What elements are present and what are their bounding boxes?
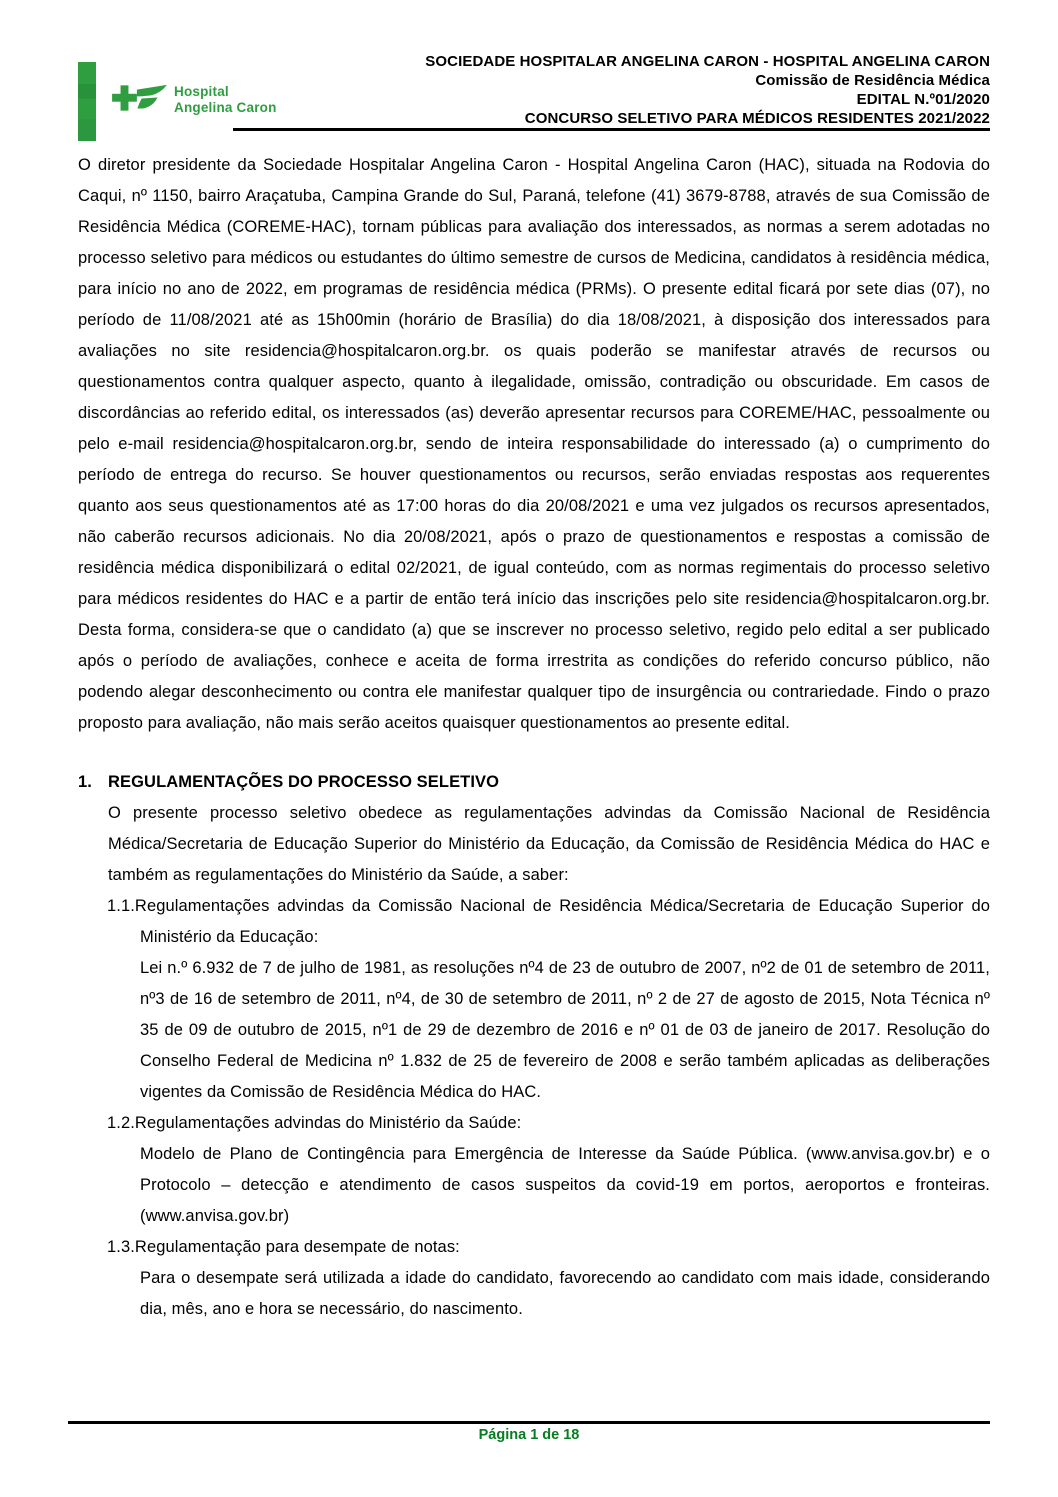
item-1-2-title-text: Regulamentações advindas do Ministério da Saúde: [134,1114,522,1132]
list-item-1-1 [107,891,990,1108]
item-1-2-number: 1.2. [107,1114,135,1132]
committee-subtitle: Comissão de Residência Médica [755,72,990,89]
item-1-1-text: Lei n.º 6.932 de 7 de julho de 1981, as resoluções nº4 de 23 de outubro de 2007, nº2 de 01 de setembro de 2011, nº3 de 16 de setembro de 2011, nº4, de 30 de setembro de 2011, nº 2 de 27 de agosto de 2015, Nota Técnica nº 35 de 09 de outubro de 2015, nº1 de 29 de dezembro de 2016 e nº 01 de 03 de janeiro de 2017. Resolução do Conselho Federal de Medicina nº 1.832 de 25 de fevereiro de 2008 e serão também aplicadas as deliberações vigentes da Comissão de Residência Médica do HAC. [140,959,990,1101]
item-1-1-title-text: Regulamentações advindas da Comissão Nacional de Residência Médica/Secretaria de Educação Superior do Ministério da Educação: [134,897,990,946]
footer-rule [68,1421,990,1424]
item-1-2-title [107,1108,990,1139]
section-1-heading [78,767,990,798]
section-1-intro: O presente processo seletivo obedece as regulamentações advindas da Comissão Nacional de Residência Médica/Secretaria de Educação Superior do Ministério da Educação, da Comissão de Residência Médica do HAC e também as regulamentações do Ministério da Saúde, a saber: [108,804,990,884]
section-1-title: REGULAMENTAÇÕES DO PROCESSO SELETIVO [108,773,500,791]
item-1-3-number: 1.3. [107,1238,135,1256]
item-1-3-title-text: Regulamentação para desempate de notas: [134,1238,460,1256]
header-title-block [220,52,990,128]
item-1-3-text: Para o desempate será utilizada a idade do candidato, favorecendo ao candidato com mais idade, considerando dia, mês, ano e hora se necessário, do nascimento. [140,1269,990,1318]
section-1 [78,767,990,1325]
logo-line-hospital: Hospital [174,84,229,99]
item-1-1-number: 1.1. [107,897,135,915]
hospital-cross-icon [110,82,168,114]
header-rule [233,128,990,131]
item-1-2-text: Modelo de Plano de Contingência para Emergência de Interesse da Saúde Pública. (www.anvisa.gov.br) e o Protocolo – detecção e atendimento de casos suspeitos da covid-19 em portos, aeroportos e fronteiras. (www.anvisa.gov.br) [140,1145,990,1225]
edital-number: EDITAL N.º01/2020 [856,91,990,108]
page-number: Página 1 de 18 [478,1427,580,1443]
item-1-1-title [107,891,990,953]
concurso-subtitle: CONCURSO SELETIVO PARA MÉDICOS RESIDENTES 2021/2022 [524,110,990,127]
logo-green-bar [78,62,96,141]
intro-paragraph: O diretor presidente da Sociedade Hospitalar Angelina Caron - Hospital Angelina Caron (HAC), situada na Rodovia do Caqui, nº 1150, bairro Araçatuba, Campina Grande do Sul, Paraná, telefone (41) 3679-8788, através de sua Comissão de Residência Médica (COREME-HAC), tornam públicas para avaliação dos interessados, as normas a serem adotadas no processo seletivo para médicos ou estudantes do último semestre de cursos de Medicina, candidatos à residência médica, para início no ano de 2022, em programas de residência médica (PRMs). O presente edital ficará por sete dias (07), no período de 11/08/2021 até as 15h00min (horário de Brasília) do dia 18/08/2021, à disposição dos interessados para avaliações no site residencia@hospitalcaron.org.br. os quais poderão se manifestar através de recursos ou questionamentos contra qualquer aspecto, quanto à ilegalidade, omissão, contradição ou obscuridade. Em casos de discordâncias ao referido edital, os interessados (as) deverão apresentar recursos para COREME/HAC, pessoalmente ou pelo e-mail residencia@hospitalcaron.org.br, sendo de inteira responsabilidade do interessado (a) o cumprimento do período de entrega do recurso. Se houver questionamentos ou recursos, serão enviadas respostas aos requerentes quanto aos seus questionamentos até as 17:00 horas do dia 20/08/2021 e uma vez julgados os recursos apresentados, não caberão recursos adicionais. No dia 20/08/2021, após o prazo de questionamentos e respostas a comissão de residência médica disponibilizará o edital 02/2021, de igual conteúdo, com as normas regimentais do processo seletivo para médicos residentes do HAC e a partir de então terá início das inscrições pelo site residencia@hospitalcaron.org.br. Desta forma, considera-se que o candidato (a) que se inscrever no processo seletivo, regido pelo edital a ser publicado após o período de avaliações, conhece e aceita de forma irrestrita as condições do referido concurso público, não podendo alegar desconhecimento ou contra ele manifestar qualquer tipo de insurgência ou contrariedade. Findo o prazo proposto para avaliação, não mais serão aceitos quaisquer questionamentos ao presente edital. [78,156,990,732]
logo-line-angelina-caron: Angelina Caron [174,100,277,115]
list-item-1-3 [107,1232,990,1325]
document-body [78,150,990,1325]
section-1-number: 1. [78,773,92,791]
list-item-1-2 [107,1108,990,1232]
org-title: SOCIEDADE HOSPITALAR ANGELINA CARON - HOSPITAL ANGELINA CARON [425,53,990,70]
item-1-3-title [107,1232,990,1263]
